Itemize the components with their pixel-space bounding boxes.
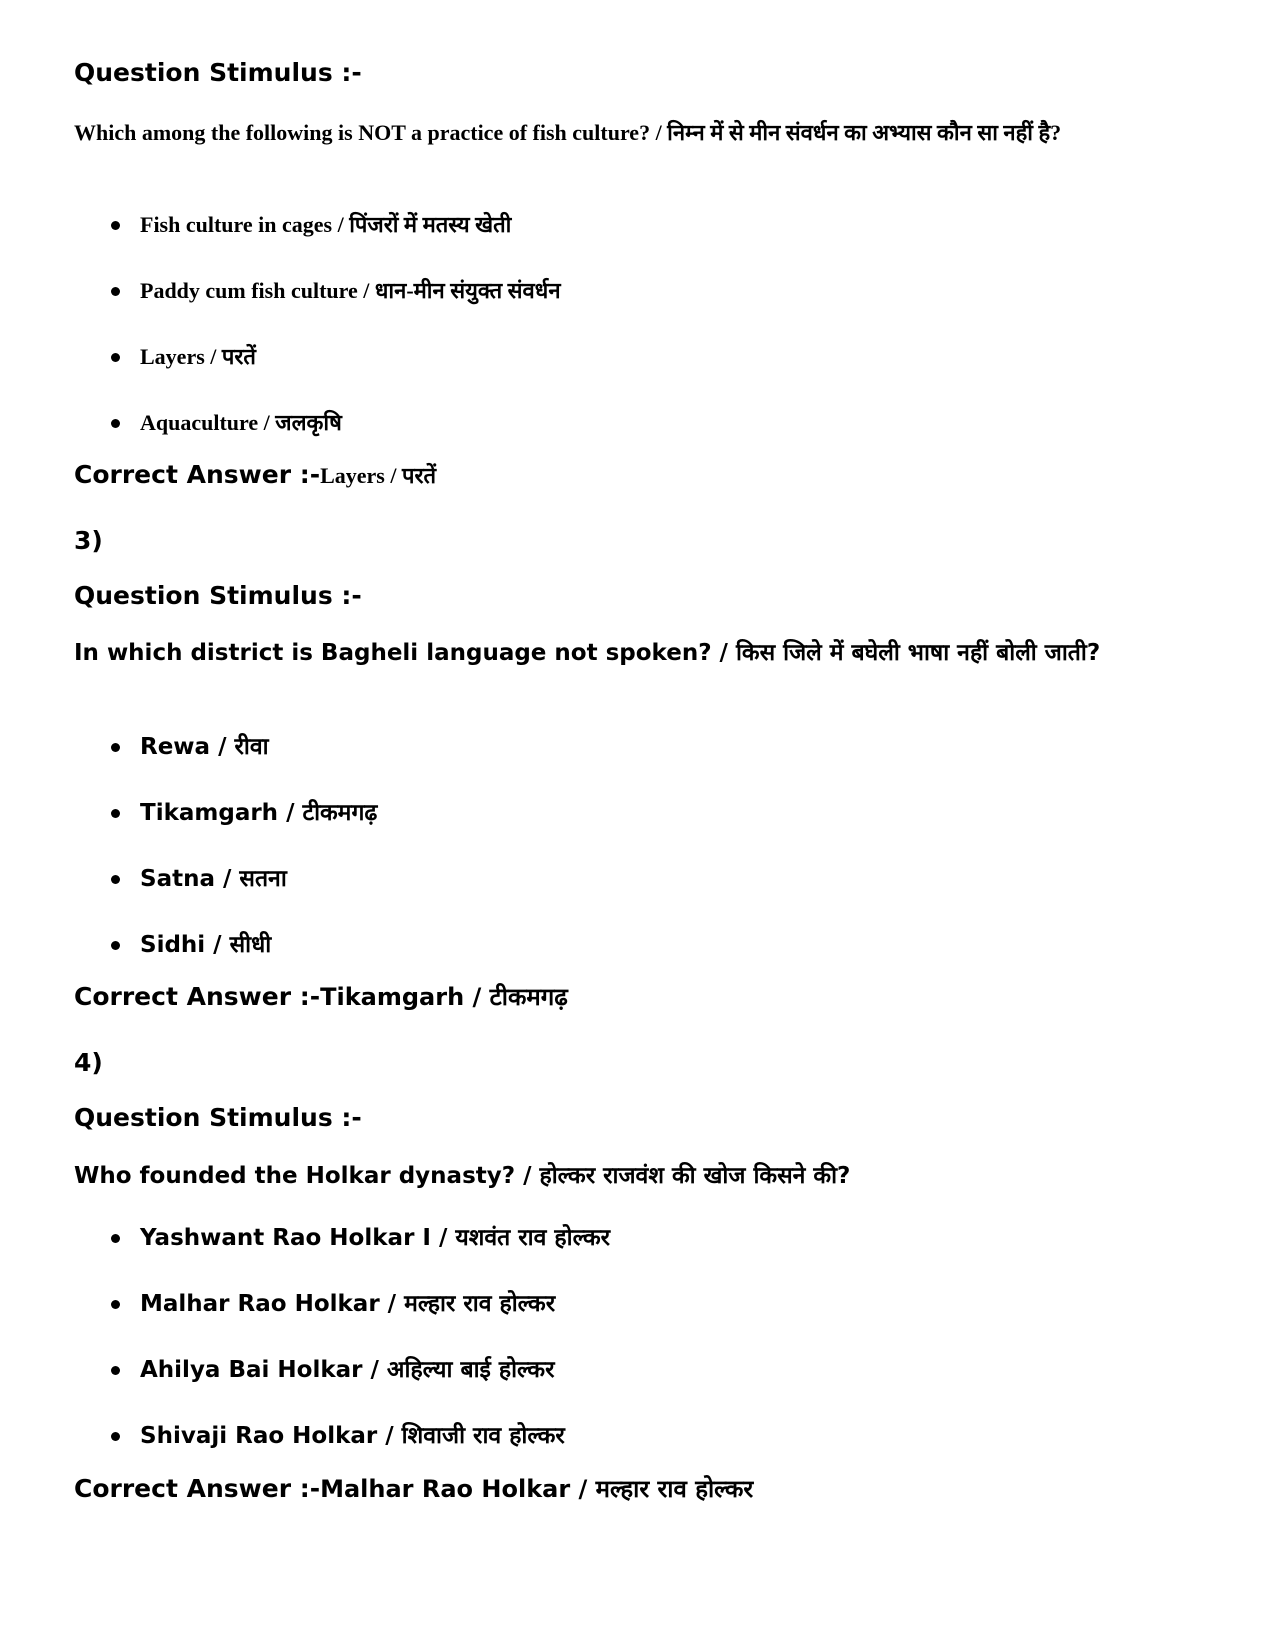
correct-answer-label: Correct Answer :- xyxy=(74,1474,321,1503)
option-item xyxy=(74,798,1215,864)
question-2-options xyxy=(74,210,1215,474)
correct-answer-label: Correct Answer :- xyxy=(74,982,321,1011)
question-text: Which among the following is NOT a practice of fish culture? / निम्न में से मीन संवर्धन का अभ्यास कौन सा नहीं है? xyxy=(74,120,1062,145)
question-4-block xyxy=(74,1103,1215,1133)
option-text: Sidhi / सीधी xyxy=(140,932,272,958)
question-3-options xyxy=(74,732,1215,996)
question-text: Who founded the Holkar dynasty? / होल्कर राजवंश की खोज किसने की? xyxy=(74,1163,851,1189)
correct-answer-value: Tikamgarh / टीकमगढ़ xyxy=(320,983,568,1011)
correct-answer-label: Correct Answer :- xyxy=(74,460,321,489)
question-3-text-block xyxy=(74,637,1215,670)
correct-answer-row xyxy=(74,460,1215,491)
question-4-options xyxy=(74,1223,1215,1487)
question-stimulus-heading: Question Stimulus :- xyxy=(74,581,362,610)
option-item xyxy=(74,732,1215,798)
correct-answer-row xyxy=(74,982,1215,1012)
option-item xyxy=(74,276,1215,342)
option-text: Aquaculture / जलकृषि xyxy=(140,410,342,435)
question-2-text-block xyxy=(74,116,1215,149)
option-text: Paddy cum fish culture / धान-मीन संयुक्त संवर्धन xyxy=(140,278,561,303)
option-item xyxy=(74,1355,1215,1421)
correct-answer-value: Layers / परतें xyxy=(320,463,437,488)
question-stimulus-heading: Question Stimulus :- xyxy=(74,1103,362,1132)
option-text: Rewa / रीवा xyxy=(140,734,269,760)
option-item xyxy=(74,210,1215,276)
option-item xyxy=(74,864,1215,930)
question-3-number-block xyxy=(74,526,1215,556)
question-stimulus-heading: Question Stimulus :- xyxy=(74,58,362,87)
option-item xyxy=(74,1289,1215,1355)
option-text: Yashwant Rao Holkar I / यशवंत राव होल्कर xyxy=(140,1225,611,1251)
correct-answer-value: Malhar Rao Holkar / मल्हार राव होल्कर xyxy=(320,1475,754,1503)
option-text: Ahilya Bai Holkar / अहिल्या बाई होल्कर xyxy=(140,1357,555,1383)
option-text: Satna / सतना xyxy=(140,866,287,892)
option-text: Tikamgarh / टीकमगढ़ xyxy=(140,800,378,826)
option-text: Shivaji Rao Holkar / शिवाजी राव होल्कर xyxy=(140,1423,565,1449)
option-text: Malhar Rao Holkar / मल्हार राव होल्कर xyxy=(140,1291,556,1317)
question-4-text-block xyxy=(74,1160,1215,1193)
question-number: 4) xyxy=(74,1048,103,1077)
option-text: Layers / परतें xyxy=(140,344,256,369)
question-4-number-block xyxy=(74,1048,1215,1078)
option-item xyxy=(74,342,1215,408)
option-text: Fish culture in cages / पिंजरों में मतस्य खेती xyxy=(140,212,512,237)
question-text: In which district is Bagheli language not spoken? / किस जिले में बघेली भाषा नहीं बोली जाती? xyxy=(74,640,1101,666)
correct-answer-row xyxy=(74,1474,1215,1504)
option-item xyxy=(74,1223,1215,1289)
question-3-block xyxy=(74,581,1215,611)
question-number: 3) xyxy=(74,526,103,555)
question-2-block xyxy=(74,58,1215,88)
